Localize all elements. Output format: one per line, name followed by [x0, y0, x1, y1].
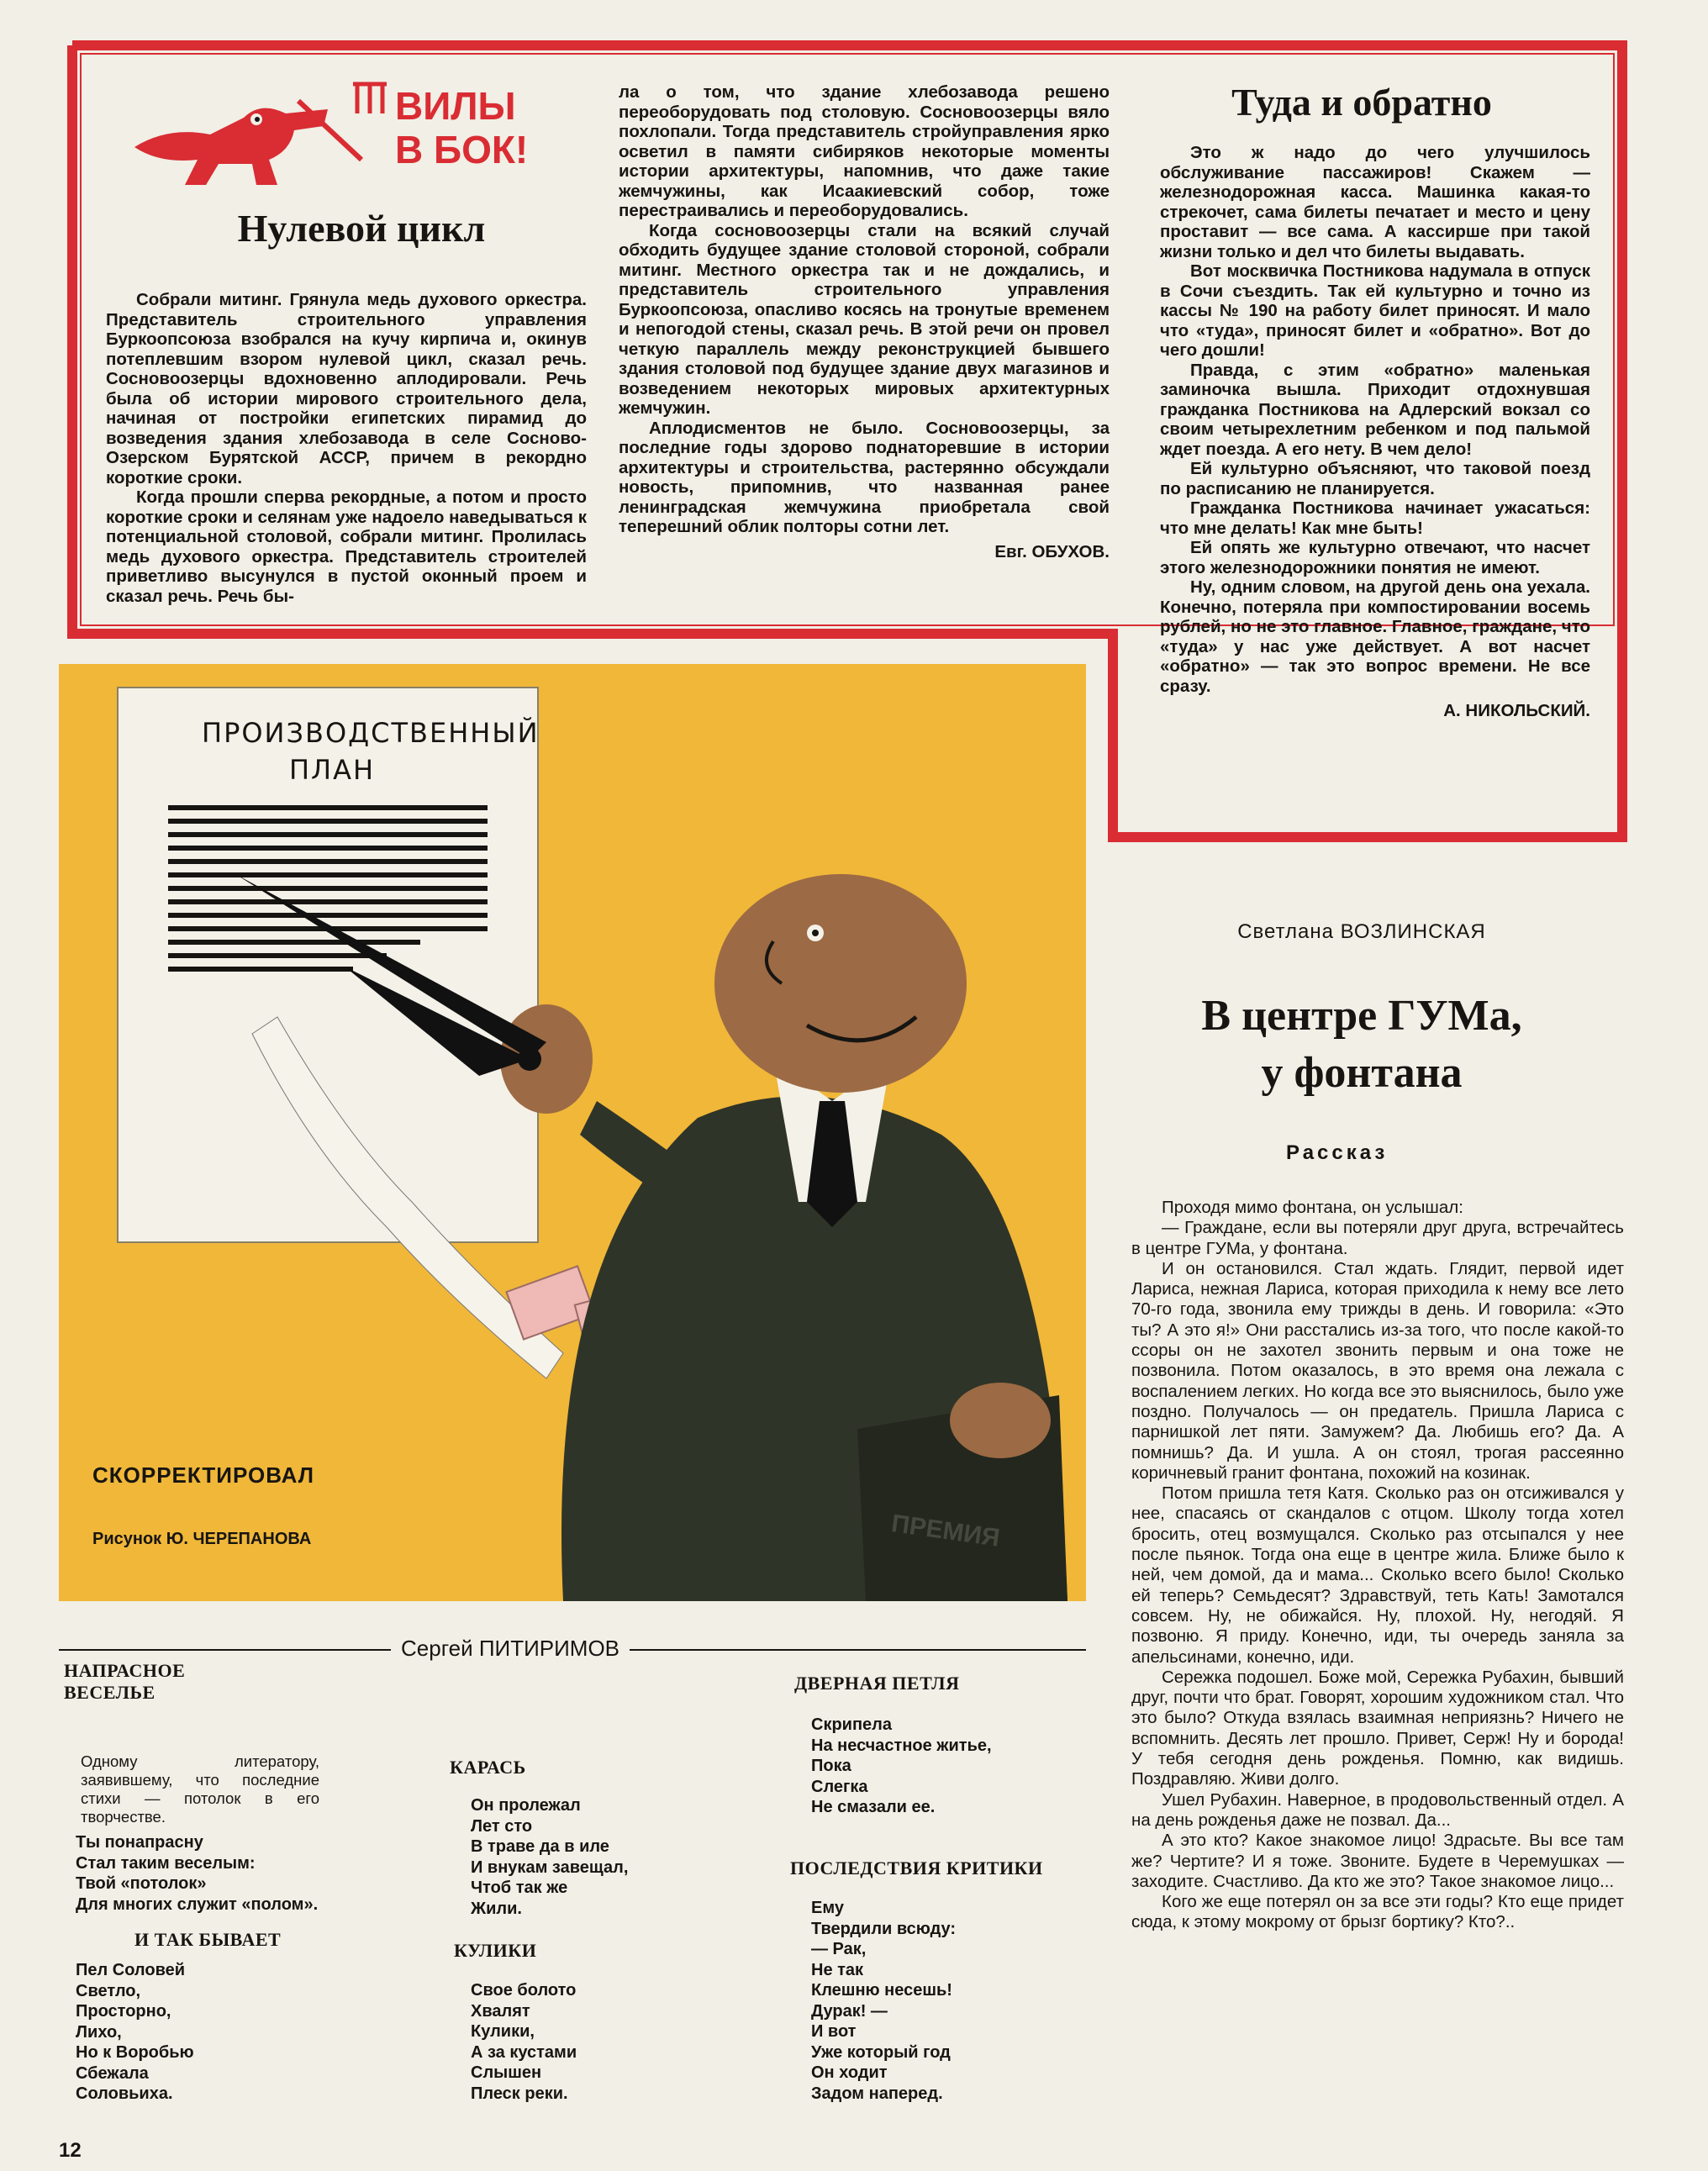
- story-title-line2: у фонтана: [1261, 1049, 1463, 1097]
- poem-text: Он пролежал Лет сто В траве да в иле И внукам завещал, Чтоб так же Жили.: [471, 1796, 629, 1918]
- poem-text: Скрипела На несчастное житье, Пока Слегка Не смазали ее.: [811, 1715, 992, 1816]
- story-para: Потом пришла тетя Катя. Сколько раз он отсиживался у нее, спасаясь от скандалов с отцом. Школу тогда хотел бросить, отец возмущался. Сколько раз отсыпался у нее после пьянок. Тогда она еще в центре жила. Ближе было к ней, чем домой, да и мама... Сколько всего было! Сколько ей теперь? Семьдесят? Здравствуй, теть Кать! Замотался совсем. Ну, не обижайся. Ну, плохой. Ну, негодяй. Я позвоню. Я приду. Конечно, иди, ты очередь заняла за апельсинами, конечно, иди.: [1131, 1483, 1624, 1667]
- plan-title-line2: ПЛАН: [288, 754, 376, 786]
- article2-signature: А. НИКОЛЬСКИЙ.: [1443, 701, 1590, 720]
- story-author: Светлана ВОЗЛИНСКАЯ: [1237, 920, 1486, 943]
- poem-text: Пел Соловей Светло, Просторно, Лихо, Но к Воробью Сбежала Соловьиха.: [76, 1961, 194, 2103]
- article2-body: [1160, 143, 1590, 721]
- plan-title-line1: ПРОИЗВОДСТВЕННЫЙ: [202, 717, 540, 749]
- pocket-label: ПРЕМИЯ: [889, 1510, 1002, 1552]
- article1-col1: [106, 290, 587, 606]
- article2-para: Вот москвичка Постникова надумала в отпуск в Сочи съездить. Так ей культурно и точно из кассы № 190 на работу билет приносят. И мало что «туда», приносят билет и «обратно». Вот до чего дошли!: [1160, 261, 1590, 360]
- crocodile-with-pitchfork-icon: [118, 67, 395, 193]
- article1-title: Нулевой цикл: [237, 207, 486, 250]
- article1-col2-para: Когда сосновоозерцы стали на всякий случай обходить будущее здание столовой стороной, собрали митинг. Местного оркестра так и не дождались, и представитель строительного управления Буркоопсоюза, опасливо косясь на тронутые временем и непогодой стены, сказал речь. В этой речи он провел четкую параллель между реконструкцией бывшего здания столовой под будущее здание двух магазинов и возведением некоторых мировых архитектурных жемчужин.: [619, 220, 1110, 418]
- poem-text: Ему Твердили всюду: — Рак, Не так Клешню несешь! Дурак! — И вот Уже который год Он ходит Задом наперед.: [811, 1899, 957, 2103]
- article2-para: Гражданка Постникова начинает ужасаться: что мне делать! Как мне быть!: [1160, 498, 1590, 538]
- poem-title: ПОСЛЕДСТВИЯ КРИТИКИ: [790, 1857, 1043, 1879]
- rubric-line-2: В БОК!: [395, 128, 529, 171]
- poems-author: Сергей ПИТИРИМОВ: [391, 1636, 630, 1662]
- story-body: [1131, 1198, 1624, 1933]
- story-genre: Рассказ: [1286, 1141, 1389, 1164]
- story-title-line1: В центре ГУМа,: [1201, 992, 1522, 1040]
- story-para: Проходя мимо фонтана, он услышал:: [1162, 1198, 1463, 1217]
- article1-col1-para: Собрали митинг. Грянула медь духового оркестра. Представитель строительного управления Буркоопсоюза взобрался на кучу кирпича и, окинув потеплевшим взором нулевой цикл, сказал речь. Сосновоозерцы вдохновенно аплодировали. Речь была об истории мирового строительного дела, начиная от постройки египетских пирамид до возведения здания хлебозавода в селе Сосново-Озерском Бурятской АССР, причем в рекордно короткие сроки.: [106, 290, 587, 487]
- article2-title: Туда и обратно: [1231, 81, 1492, 124]
- poem-text: Ты понапрасну Стал таким веселым: Твой «потолок» Для многих служит «полом».: [76, 1833, 319, 1914]
- poem-title: КУЛИКИ: [454, 1940, 537, 1961]
- article1-col2: [619, 82, 1110, 561]
- cartoon-illustration: [59, 664, 1086, 1601]
- story-para: И он остановился. Стал ждать. Глядит, первой идет Лариса, нежная Лариса, которая приходила к нему все лето 70-го года, звонила ему трижды в день. И говорила: «Это ты? А это я!» Они расстались из-за того, что после какой-то ссоры он не захотел звонить первым и она тоже не позвонила. Потом оказалось, в это время она лежала с воспалением легких. Но когда все это выяснилось, было уже поздно. Получалось — он предатель. Пришла Лариса с парнишкой лет пяти. Замужем? Да. Любишь его? Да. А помнишь? Да. И ушла. А он стоял, трогая рассеянно коричневый гранит фонтана, похожий на козинак.: [1131, 1258, 1624, 1483]
- poem-epigraph: Одному литератору, заявившему, что последние стихи — потолок в его творчестве.: [81, 1752, 319, 1826]
- rubric-logo-text: [395, 84, 563, 171]
- article1-col2-para: ла о том, что здание хлебозавода решено переоборудовать под столовую. Сосновоозерцы вяло похлопали. Тогда представитель стройуправления ярко осветил в памяти сибиряков некоторые моменты истории архитектуры, напомнив, что даже такие жемчужины, как Исаакиевский собор, тоже перестраивались и переоборудовались.: [619, 82, 1110, 220]
- plan-title: [202, 714, 540, 788]
- rubric-line-1: ВИЛЫ: [395, 84, 516, 128]
- article2-para: Правда, с этим «обратно» маленькая заминочка вышла. Приходит отдохнувшая гражданка Постникова на Адлерский вокзал со своим четырехлетним ребенком и под пальмой ждет поезда. А его нету. В чем дело!: [1160, 360, 1590, 459]
- article2-para: Это ж надо до чего улучшилось обслуживание пассажиров! Скажем — железнодорожная касса. Машинка какая-то стрекочет, сама билеты печатает и место и цену проставит — все сама. А кассирше при такой жизни только и дел что билеты выдавать.: [1160, 143, 1590, 261]
- article1-col1-para: Когда прошли сперва рекордные, а потом и просто короткие сроки и селянам уже надоело наведываться к потенциальной столовой, собрали митинг. Пролилась медь духового оркестра. Представитель строителей приветливо высунулся в пустой оконный проем и сказал речь. Речь бы-: [106, 487, 587, 606]
- cartoon-credit: Рисунок Ю. ЧЕРЕПАНОВА: [92, 1530, 312, 1548]
- page-number: 12: [59, 2139, 82, 2162]
- story-para: — Граждане, если вы потеряли друг друга, встречайтесь в центре ГУМа, у фонтана.: [1131, 1218, 1624, 1258]
- article2-para: Ей культурно объясняют, что таковой поезд по расписанию не планируется.: [1160, 459, 1590, 498]
- article1-signature: Евг. ОБУХОВ.: [994, 541, 1110, 561]
- article2-para: Ну, одним словом, на другой день она уехала. Конечно, потеряла при компостировании восемь рублей, но не это главное. Главное, граждане, что «туда» у нас уже действует. А вот насчет «обратно» — так это вопрос времени. Не все сразу.: [1160, 577, 1590, 696]
- poem-title: КАРАСЬ: [450, 1757, 526, 1778]
- article1-col2-para: Аплодисментов не было. Сосновоозерцы, за последние годы здорово поднаторевшие в истории архитектуры и строительства, растерянно обсуждали новость, припомнив, что названная ранее ленинградская жемчужина приобретала свой теперешний облик полторы сотни лет.: [619, 418, 1110, 536]
- story-para: Сережка подошел. Боже мой, Сережка Рубахин, бывший друг, почти что брат. Говорят, хорошим художником стал. Что это было? Откуда взялась взаимная неприязнь? Ничего не вспомнить. Десять лет прошло. Привет, Серж! Ну и борода! У тебя сегодня день рожденья. Помню, как видишь. Поздравляю. Живи долго.: [1131, 1667, 1624, 1789]
- poem-title: ДВЕРНАЯ ПЕТЛЯ: [794, 1673, 960, 1694]
- poem-title: И ТАК БЫВАЕТ: [134, 1929, 282, 1950]
- article2-para: Ей опять же культурно отвечают, что насчет этого железнодорожники понятия не имеют.: [1160, 538, 1590, 577]
- story-para: Ушел Рубахин. Наверное, в продовольственный отдел. А на день рожденья даже не позвал. Да...: [1131, 1789, 1624, 1830]
- poem-text: Свое болото Хвалят Кулики, А за кустами Слышен Плеск реки.: [471, 1981, 577, 2103]
- story-para: А это кто? Какое знакомое лицо! Здрасьте. Вы все там же? Чертите? И я тоже. Звоните. Будете в Черемушках — заходите. Счастливо. Да кто же это? Такое знакомое лицо...: [1131, 1831, 1624, 1891]
- cartoon-caption: СКОРРЕКТИРОВАЛ: [92, 1462, 315, 1488]
- story-title: [1160, 988, 1563, 1102]
- cartoon-drawing: [59, 664, 1086, 1601]
- poem-title: НАПРАСНОЕ ВЕСЕЛЬЕ: [64, 1660, 186, 1703]
- story-para: Кого же еще потерял он за все эти годы? Кто еще придет сюда, к этому мокрому от брызг бортику? Кто?..: [1131, 1892, 1624, 1932]
